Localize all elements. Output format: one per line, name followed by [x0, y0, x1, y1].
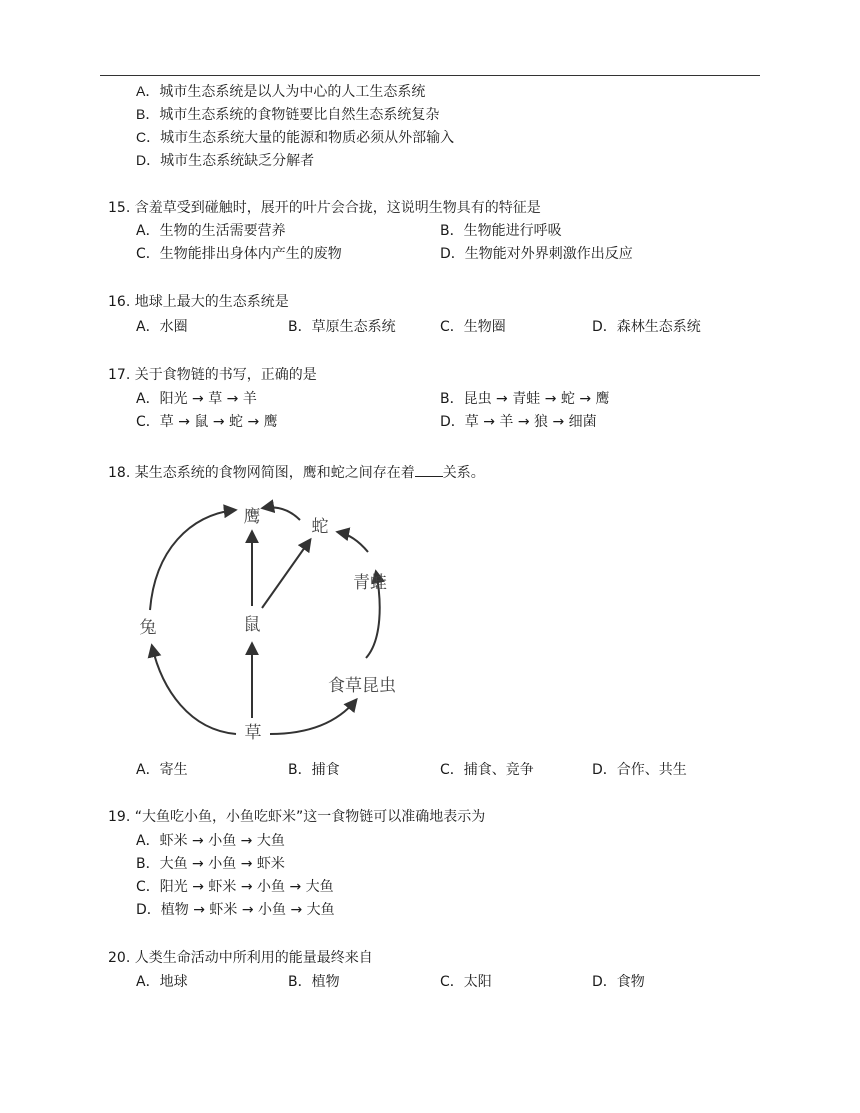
option-text: 植物	[311, 974, 340, 990]
option-label: C．	[136, 879, 160, 895]
arrow-frog-to-snake	[338, 532, 368, 552]
question-text: 含羞草受到碰触时，展开的叶片会合拢，这说明生物具有的特征是	[134, 200, 541, 216]
q16-option-a	[136, 318, 188, 336]
option-text: 森林生态系统	[616, 319, 701, 335]
q19-option-a	[136, 832, 285, 850]
option-text: 食物	[616, 974, 645, 990]
option-text: 大鱼 → 小鱼 → 虾米	[159, 856, 285, 872]
node-grass: 草	[244, 723, 262, 743]
option-text: 捕食	[311, 762, 340, 778]
option-label: C．	[440, 974, 464, 990]
option-text: 捕食、竞争	[463, 762, 534, 778]
q15-option-d	[440, 245, 633, 263]
option-text: 生物的生活需要营养	[159, 223, 286, 239]
q18-stem	[108, 462, 485, 482]
option-label: D．	[592, 319, 617, 335]
arrow-grass-to-rabbit	[152, 646, 236, 734]
option-label: C．	[440, 762, 464, 778]
option-label: C．	[136, 129, 161, 145]
option-label: B．	[288, 974, 312, 990]
option-label: D．	[440, 414, 465, 430]
question-text: 地球上最大的生态系统是	[134, 294, 289, 310]
q16-option-c	[440, 318, 506, 336]
question-number: 20.	[108, 950, 131, 966]
q15-option-a	[136, 222, 286, 240]
q18-option-d	[592, 761, 687, 779]
option-label: A．	[136, 83, 160, 99]
option-text: 草 → 鼠 → 蛇 → 鹰	[159, 414, 278, 430]
q15-stem	[108, 199, 541, 217]
q17-option-b	[440, 390, 610, 408]
arrow-rabbit-to-hawk	[150, 510, 235, 610]
option-label: D．	[592, 974, 617, 990]
node-snake: 蛇	[311, 517, 329, 537]
option-text: 生物能排出身体内产生的废物	[159, 246, 342, 262]
option-text: 城市生态系统的食物链要比自然生态系统复杂	[159, 107, 440, 123]
option-label: B．	[440, 223, 464, 239]
question-text: “大鱼吃小鱼，小鱼吃虾米”这一食物链可以准确地表示为	[134, 809, 486, 825]
q15-option-c	[136, 245, 342, 263]
question-number: 15.	[108, 200, 131, 216]
q20-option-b	[288, 973, 340, 991]
option-text: 生物能对外界刺激作出反应	[464, 246, 633, 262]
option-label: A．	[136, 762, 160, 778]
question-number: 16.	[108, 294, 131, 310]
question-text: 某生态系统的食物网简图，鹰和蛇之间存在着	[134, 465, 415, 481]
option-text: 水圈	[159, 319, 188, 335]
q16-option-b	[288, 318, 396, 336]
node-mouse: 鼠	[243, 615, 261, 635]
q16-stem	[108, 293, 289, 311]
option-text: 昆虫 → 青蛙 → 蛇 → 鹰	[463, 391, 610, 407]
q20-option-c	[440, 973, 492, 991]
q20-stem	[108, 949, 373, 967]
option-label: B．	[440, 391, 464, 407]
header-rule	[100, 75, 760, 76]
option-text: 生物能进行呼吸	[463, 223, 562, 239]
option-text: 合作、共生	[616, 762, 687, 778]
option-label: B．	[288, 762, 312, 778]
question-number: 19.	[108, 809, 131, 825]
q16-option-d	[592, 318, 701, 336]
option-label: D．	[440, 246, 465, 262]
q19-option-c	[136, 878, 334, 896]
option-label: A．	[136, 833, 160, 849]
option-label: A．	[136, 223, 160, 239]
option-text: 城市生态系统缺乏分解者	[160, 153, 315, 169]
option-label: D．	[136, 902, 161, 918]
question-text-end: 关系。	[442, 465, 485, 481]
option-label: C．	[136, 246, 160, 262]
option-text: 阳光 → 虾米 → 小鱼 → 大鱼	[159, 879, 334, 895]
option-text: 生物圈	[463, 319, 506, 335]
option-text: 寄生	[159, 762, 188, 778]
q17-stem	[108, 366, 317, 384]
q18-option-c	[440, 761, 534, 779]
q14-option-d	[136, 151, 314, 170]
q20-option-a	[136, 973, 188, 991]
option-label: D．	[592, 762, 617, 778]
food-web-diagram	[120, 490, 420, 750]
option-text: 太阳	[463, 974, 492, 990]
node-rabbit: 兔	[139, 618, 157, 638]
q19-stem	[108, 808, 485, 826]
option-text: 草原生态系统	[311, 319, 396, 335]
node-hawk: 鹰	[243, 507, 261, 527]
q18-option-a	[136, 761, 188, 779]
option-label: B．	[136, 106, 160, 122]
q15-option-b	[440, 222, 562, 240]
q18-option-b	[288, 761, 340, 779]
arrow-mouse-to-snake	[262, 540, 310, 608]
q17-option-a	[136, 390, 257, 408]
question-number: 18.	[108, 465, 131, 481]
option-label: C．	[440, 319, 464, 335]
question-number: 17.	[108, 367, 131, 383]
option-label: C．	[136, 414, 160, 430]
option-text: 植物 → 虾米 → 小鱼 → 大鱼	[160, 902, 335, 918]
option-text: 草 → 羊 → 狼 → 细菌	[464, 414, 597, 430]
q19-option-d	[136, 901, 335, 919]
q14-option-b	[136, 105, 439, 124]
option-text: 城市生态系统大量的能源和物质必须从外部输入	[160, 130, 455, 146]
node-insect: 食草昆虫	[328, 676, 396, 696]
arrow-grass-to-insect	[270, 700, 356, 734]
option-label: D．	[136, 152, 161, 168]
q14-option-a	[136, 82, 425, 101]
option-text: 虾米 → 小鱼 → 大鱼	[159, 833, 285, 849]
q17-option-d	[440, 413, 597, 431]
option-label: B．	[288, 319, 312, 335]
option-label: A．	[136, 974, 160, 990]
option-text: 城市生态系统是以人为中心的人工生态系统	[159, 84, 426, 100]
node-frog: 青蛙	[353, 573, 387, 593]
option-label: A．	[136, 391, 160, 407]
q14-option-c	[136, 128, 454, 147]
q20-option-d	[592, 973, 645, 991]
question-text: 关于食物链的书写，正确的是	[134, 367, 317, 383]
question-text: 人类生命活动中所利用的能量最终来自	[134, 950, 373, 966]
q17-option-c	[136, 413, 278, 431]
option-text: 地球	[159, 974, 188, 990]
answer-blank	[415, 462, 443, 477]
option-text: 阳光 → 草 → 羊	[159, 391, 257, 407]
arrow-snake-to-hawk	[263, 507, 300, 520]
q19-option-b	[136, 855, 285, 873]
option-label: B．	[136, 856, 160, 872]
option-label: A．	[136, 319, 160, 335]
